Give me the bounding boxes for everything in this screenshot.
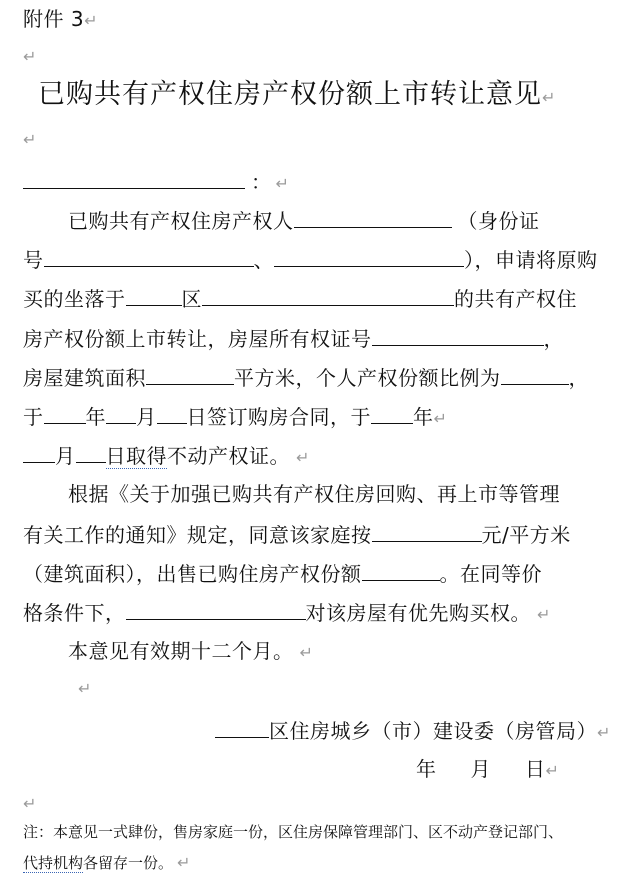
attachment-label-text: 附件 3 (23, 7, 85, 31)
text-span: 年 (85, 405, 106, 429)
text-span: 对该房屋有优先购买权。 (305, 601, 531, 625)
paragraph-mark-icon: ↵ (23, 130, 37, 149)
note-line2 (23, 855, 190, 871)
text-span: 于 (23, 405, 44, 429)
paragraph-mark-icon: ↵ (84, 11, 98, 30)
paragraph-mark-icon: ↵ (23, 47, 37, 66)
certificate-number-blank (372, 327, 544, 346)
text-span: 各留存一份。 (83, 854, 174, 872)
text-span: 房产权份额上市转让，房屋所有权证号 (23, 327, 372, 351)
para2-line4 (23, 601, 551, 623)
signature-org-line (215, 719, 611, 741)
paragraph-mark-icon: ↵ (275, 174, 290, 193)
document-title (38, 81, 556, 108)
priority-buyer-blank (126, 601, 306, 620)
text-span: 格条件下， (23, 601, 126, 625)
text-span: 日签订购房合同，于 (186, 405, 371, 429)
text-span: 日取得 (105, 444, 167, 468)
para1-line3 (23, 287, 577, 309)
text-span: 。在同等价 (439, 562, 542, 586)
date-year-label: 年 (416, 757, 437, 781)
paragraph-mark-icon: ↵ (177, 853, 191, 872)
text-span: 根据《关于加强已购共有产权住房回购、再上市等管理 (68, 482, 560, 506)
validity-line (68, 641, 313, 661)
text-span: ），申请将原购 (464, 248, 598, 272)
text-span: 号 (23, 248, 44, 272)
date-month-label: 月 (470, 757, 491, 781)
paragraph-mark-icon: ↵ (296, 448, 310, 467)
title-month-blank (23, 444, 55, 463)
text-span: 的共有产权住 (454, 287, 577, 311)
unit-price-blank (372, 523, 482, 542)
district-blank (126, 287, 182, 306)
contract-year-blank (44, 405, 86, 424)
date-day-label: 日 (525, 757, 546, 781)
para2-line2 (23, 523, 571, 545)
text-span: 不动产权证。 (167, 444, 290, 468)
text-span: 年 (413, 405, 434, 429)
owner-name-blank (294, 209, 452, 228)
para1-line6 (23, 405, 447, 427)
para1-line4 (23, 327, 564, 349)
para1-line1 (68, 209, 540, 231)
para2-line3 (23, 562, 542, 584)
paragraph-mark-icon: ↵ (78, 679, 92, 698)
text-span: 区住房城乡（市）建设委（房管局） (269, 719, 597, 743)
text-span: 已购共有产权住房产权人 (68, 209, 294, 233)
text-span: 区 (181, 287, 202, 311)
address-blank (202, 287, 454, 306)
share-blank (362, 562, 440, 581)
text-span: 代持机构 (23, 854, 84, 872)
district-name-blank (215, 719, 269, 738)
paragraph-mark-icon: ↵ (433, 409, 448, 428)
document-title-text: 已购共有产权住房产权份额上市转让意见 (38, 79, 542, 110)
text-span: 本意见有效期十二个月。 (68, 639, 294, 663)
paragraph-mark-icon: ↵ (542, 88, 557, 107)
text-span: 、 (253, 248, 274, 272)
title-day-blank (76, 444, 106, 463)
area-blank (146, 366, 234, 385)
signature-date-line (416, 759, 559, 779)
paragraph-mark-icon: ↵ (23, 794, 37, 813)
paragraph-mark-icon: ↵ (597, 723, 611, 742)
text-span: ， (543, 327, 564, 351)
para1-line2 (23, 248, 598, 270)
para2-line1 (68, 484, 560, 504)
text-span: 注：本意见一式肆份，售房家庭一份，区住房保障管理部门、区不动产登记部门、 (23, 823, 564, 841)
title-year-blank (371, 405, 413, 424)
contract-month-blank (106, 405, 136, 424)
share-ratio-blank (501, 366, 569, 385)
para1-line5 (23, 366, 589, 388)
text-span: 房屋建筑面积 (23, 366, 146, 390)
text-span: （身份证 (457, 209, 540, 233)
paragraph-mark-icon: ↵ (537, 605, 551, 624)
text-span: 月 (136, 405, 157, 429)
id-number-blank-1 (44, 248, 254, 267)
text-span: 平方米，个人产权份额比例为 (234, 366, 501, 390)
contract-day-blank (157, 405, 187, 424)
text-span: 买的坐落于 (23, 287, 126, 311)
recipient-blank (23, 170, 245, 189)
paragraph-mark-icon: ↵ (299, 643, 314, 662)
text-span: 有关工作的通知》规定，同意该家庭按 (23, 523, 372, 547)
id-number-blank-2 (274, 248, 464, 267)
salutation-colon: ： (251, 170, 272, 194)
paragraph-mark-icon: ↵ (545, 761, 560, 780)
text-span: ， (568, 366, 589, 390)
text-span: 月 (55, 444, 76, 468)
text-span: （建筑面积），出售已购住房产权份额 (23, 562, 362, 586)
note-line1 (23, 825, 563, 840)
attachment-label (23, 9, 98, 29)
para1-line7 (23, 444, 310, 466)
salutation-line (23, 170, 289, 192)
text-span: 元/平方米 (481, 523, 571, 547)
